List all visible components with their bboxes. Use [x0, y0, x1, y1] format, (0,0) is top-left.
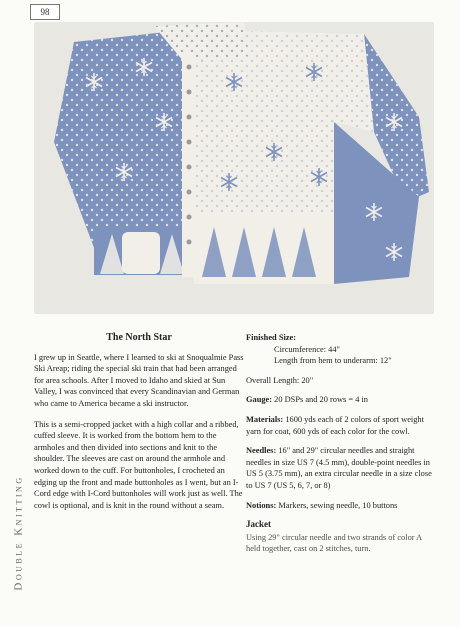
- finished-size: [246, 332, 432, 367]
- intro-column: [34, 332, 244, 520]
- notions-value: Markers, sewing needle, 10 buttons: [278, 500, 398, 510]
- intro-paragraph: I grew up in Seattle, where I learned to ski at Snoqualmie Pass Ski Areap; riding the special ski train that had been arranged for area schools. After I moved to Idaho and skied at Sun Valley, I was convinced that every Scandinavian and German who came to America became a ski instructor.: [34, 352, 244, 408]
- materials: [246, 414, 432, 437]
- gauge-value: 20 DSPs and 20 rows = 4 in: [274, 395, 368, 405]
- gauge: [246, 394, 432, 406]
- length-hem-underarm: Length from hem to underarm: 12": [274, 356, 392, 366]
- needles-label: Needles:: [246, 446, 277, 456]
- notions-label: Notions:: [246, 500, 277, 510]
- specs-column: [246, 332, 432, 555]
- notions: [246, 500, 432, 512]
- finished-size-label: Finished Size:: [246, 333, 297, 342]
- materials-value: 1600 yds each of 2 colors of sport weight yarn for coat, 600 yds of each color for the cowl.: [246, 414, 424, 436]
- jacket-text: Using 29" circular needle and two strands of color A held together, cast on 2 stitches, turn.: [246, 532, 422, 554]
- circumference: Circumference: 44": [274, 344, 340, 354]
- section-side-label: Double Knitting: [13, 475, 25, 591]
- overall-length: Overall Length: 20": [246, 375, 314, 385]
- gauge-label: Gauge:: [246, 395, 273, 405]
- materials-label: Materials:: [246, 414, 284, 424]
- intro-paragraph: This is a semi-cropped jacket with a high collar and a ribbed, cuffed sleeve. It is worked from the bottom hem to the armholes and then divided into sections and knit to the shoulder. The sleeves are cast on around the armhole and worked down to the cuff. For buttonholes, I crocheted an edging up the front and made buttonholes as I went, but an I-Cord edge with I-Cord buttonholes will work just as well. The cowl is optional, and is knit in the round without a seam.: [34, 419, 243, 510]
- needles-value: 16" and 29" circular needles and straight needles in size US 7 (4.5 mm), double-point needles in US 5 (3.75 mm), an extra circular needle in a size close to US 7 (US 5, 6, 7, or 8): [246, 446, 432, 490]
- page-number: 98: [30, 4, 60, 20]
- pattern-title: The North Star: [106, 332, 172, 343]
- sweater-photo: [34, 22, 434, 314]
- needles: [246, 445, 432, 491]
- jacket-heading: Jacket: [246, 519, 271, 530]
